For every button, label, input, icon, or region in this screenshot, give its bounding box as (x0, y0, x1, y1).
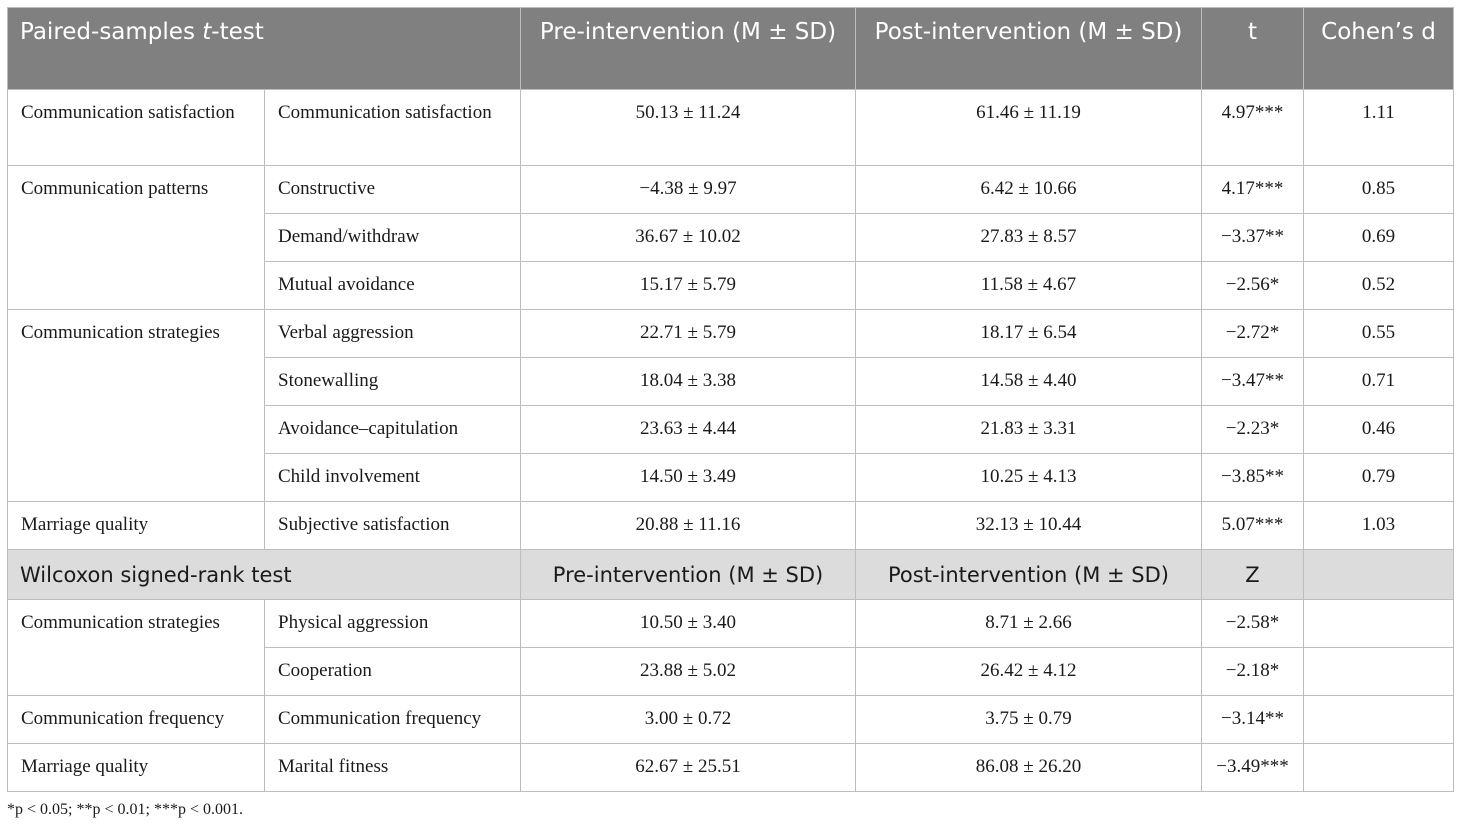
group-cell (8, 358, 265, 406)
stat-cell: −3.49*** (1202, 744, 1304, 792)
table-row (8, 310, 1454, 358)
effect-cell: 1.03 (1304, 502, 1454, 550)
pre-cell: 62.67 ± 25.51 (521, 744, 856, 792)
wilcoxon-stat-header: Z (1202, 550, 1304, 600)
table-row (8, 600, 1454, 648)
post-cell: 21.83 ± 3.31 (856, 406, 1202, 454)
stat-cell: −2.18* (1202, 648, 1304, 696)
group-cell (8, 454, 265, 502)
table-row (8, 90, 1454, 166)
effect-cell (1304, 744, 1454, 792)
pre-cell: 36.67 ± 10.02 (521, 214, 856, 262)
measure-cell: Mutual avoidance (265, 262, 521, 310)
group-cell (8, 648, 265, 696)
stat-cell: 5.07*** (1202, 502, 1304, 550)
post-cell: 11.58 ± 4.67 (856, 262, 1202, 310)
table-row (8, 406, 1454, 454)
stat-cell: −3.37** (1202, 214, 1304, 262)
post-cell: 32.13 ± 10.44 (856, 502, 1202, 550)
effect-cell: 0.52 (1304, 262, 1454, 310)
group-cell: Communication strategies (8, 600, 265, 648)
wilcoxon-test-label: Wilcoxon signed-rank test (8, 550, 521, 600)
measure-cell: Cooperation (265, 648, 521, 696)
wilcoxon-pre-header: Pre-intervention (M ± SD) (521, 550, 856, 600)
effect-cell: 0.71 (1304, 358, 1454, 406)
pre-cell: 14.50 ± 3.49 (521, 454, 856, 502)
post-cell: 3.75 ± 0.79 (856, 696, 1202, 744)
paired-test-label: Paired-samples t-test (8, 8, 521, 90)
table-row (8, 166, 1454, 214)
measure-cell: Avoidance–capitulation (265, 406, 521, 454)
group-cell (8, 262, 265, 310)
table-row (8, 262, 1454, 310)
measure-cell: Child involvement (265, 454, 521, 502)
pre-cell: 22.71 ± 5.79 (521, 310, 856, 358)
stat-header: t (1202, 8, 1304, 90)
table-row (8, 744, 1454, 792)
table-row (8, 214, 1454, 262)
measure-cell: Physical aggression (265, 600, 521, 648)
effect-header: Cohen’s d (1304, 8, 1454, 90)
table-row (8, 358, 1454, 406)
effect-cell: 0.79 (1304, 454, 1454, 502)
measure-cell: Stonewalling (265, 358, 521, 406)
group-cell (8, 214, 265, 262)
effect-cell (1304, 696, 1454, 744)
measure-cell: Constructive (265, 166, 521, 214)
post-cell: 27.83 ± 8.57 (856, 214, 1202, 262)
group-cell (8, 406, 265, 454)
pre-cell: −4.38 ± 9.97 (521, 166, 856, 214)
stat-cell: −2.56* (1202, 262, 1304, 310)
paired-header-row (8, 8, 1454, 90)
post-header: Post-intervention (M ± SD) (856, 8, 1202, 90)
pre-cell: 23.63 ± 4.44 (521, 406, 856, 454)
post-cell: 26.42 ± 4.12 (856, 648, 1202, 696)
pre-header: Pre-intervention (M ± SD) (521, 8, 856, 90)
effect-cell: 1.11 (1304, 90, 1454, 166)
post-cell: 14.58 ± 4.40 (856, 358, 1202, 406)
stat-cell: −2.72* (1202, 310, 1304, 358)
effect-cell (1304, 600, 1454, 648)
pre-cell: 20.88 ± 11.16 (521, 502, 856, 550)
group-cell: Communication patterns (8, 166, 265, 214)
group-cell: Marriage quality (8, 502, 265, 550)
effect-cell: 0.55 (1304, 310, 1454, 358)
table-footnote: *p < 0.05; **p < 0.01; ***p < 0.001. (7, 801, 243, 818)
pre-cell: 15.17 ± 5.79 (521, 262, 856, 310)
group-cell: Communication frequency (8, 696, 265, 744)
measure-cell: Communication frequency (265, 696, 521, 744)
group-cell: Communication satisfaction (8, 90, 265, 166)
table-row (8, 648, 1454, 696)
pre-cell: 50.13 ± 11.24 (521, 90, 856, 166)
results-table (7, 7, 1454, 792)
pre-cell: 3.00 ± 0.72 (521, 696, 856, 744)
wilcoxon-empty-header (1304, 550, 1454, 600)
measure-cell: Verbal aggression (265, 310, 521, 358)
stat-cell: −3.47** (1202, 358, 1304, 406)
effect-cell: 0.46 (1304, 406, 1454, 454)
post-cell: 61.46 ± 11.19 (856, 90, 1202, 166)
pre-cell: 23.88 ± 5.02 (521, 648, 856, 696)
stat-cell: −3.14** (1202, 696, 1304, 744)
stat-cell: 4.97*** (1202, 90, 1304, 166)
table-row (8, 502, 1454, 550)
pre-cell: 18.04 ± 3.38 (521, 358, 856, 406)
effect-cell: 0.69 (1304, 214, 1454, 262)
wilcoxon-header-row (8, 550, 1454, 600)
table-row (8, 454, 1454, 502)
measure-cell: Subjective satisfaction (265, 502, 521, 550)
measure-cell: Marital fitness (265, 744, 521, 792)
table-row (8, 696, 1454, 744)
measure-cell: Communication satisfaction (265, 90, 521, 166)
measure-cell: Demand/withdraw (265, 214, 521, 262)
effect-cell: 0.85 (1304, 166, 1454, 214)
post-cell: 6.42 ± 10.66 (856, 166, 1202, 214)
post-cell: 8.71 ± 2.66 (856, 600, 1202, 648)
pre-cell: 10.50 ± 3.40 (521, 600, 856, 648)
stat-cell: −3.85** (1202, 454, 1304, 502)
stat-cell: −2.23* (1202, 406, 1304, 454)
wilcoxon-post-header: Post-intervention (M ± SD) (856, 550, 1202, 600)
stat-cell: −2.58* (1202, 600, 1304, 648)
group-cell: Communication strategies (8, 310, 265, 358)
group-cell: Marriage quality (8, 744, 265, 792)
post-cell: 18.17 ± 6.54 (856, 310, 1202, 358)
stat-cell: 4.17*** (1202, 166, 1304, 214)
effect-cell (1304, 648, 1454, 696)
post-cell: 86.08 ± 26.20 (856, 744, 1202, 792)
post-cell: 10.25 ± 4.13 (856, 454, 1202, 502)
